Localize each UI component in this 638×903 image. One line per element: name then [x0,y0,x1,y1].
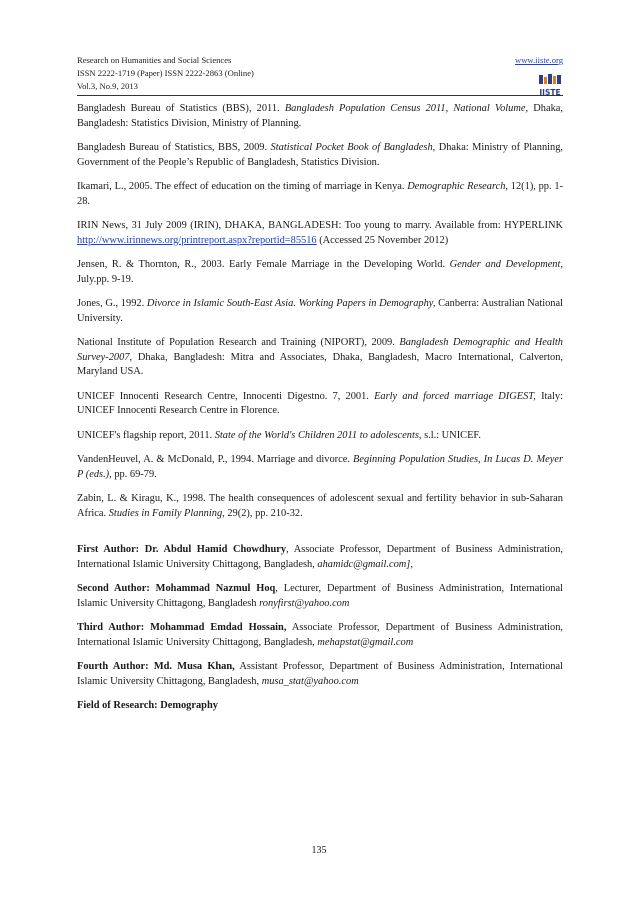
journal-volume: Vol.3, No.9, 2013 [77,81,138,91]
reference-item: UNICEF's flagship report, 2011. State of the World's Children 2011 to adolescents, s.l.: UNICEF. [77,429,481,441]
page-number: 135 [311,845,327,856]
reference-item: National Institute of Population Research and Training (NIPORT), 2009. Bangladesh Demographic and Health Survey-2007, Dhaka, Bangladesh: Mitra and Associates, Dhaka, Bangladesh, Macro International, Calverton, Maryland USA. [77,337,564,377]
author-entry: Second Author: Mohammad Nazmul Hoq, Lecturer, Department of Business Administration, International Islamic University Chittagong, Bangladesh ronyfirst@yahoo.com [77,583,563,609]
author-label: Third Author: Mohammad Emdad Hossain, [77,622,287,633]
reference-item: Ikamari, L., 2005. The effect of education on the timing of marriage in Kenya. Demographic Research, 12(1), pp. 1-28. [77,181,564,207]
reference-item: IRIN News, 31 July 2009 (IRIN), DHAKA, BANGLADESH: Too young to marry. Available from: HYPERLINK http://www.irinnews.org/printreport.aspx?reportid=85516 (Accessed 25 November 2012) [77,220,563,246]
logo-text: IISTE [539,88,561,97]
author-entry: First Author: Dr. Abdul Hamid Chowdhury, Associate Professor, Department of Business Administration, International Islamic University Chittagong, Bangladesh, ahamidc@gmail.com], [77,544,563,570]
header-rule [77,95,563,96]
author-email: mehapstat@gmail.com [317,636,414,648]
author-label: First Author: Dr. Abdul Hamid Chowdhury [77,544,287,555]
author-label: Fourth Author: Md. Musa Khan, [77,661,235,672]
irin-report-link[interactable]: http://www.irinnews.org/printreport.aspx?reportid=85516 [77,234,317,246]
author-email: ahamidc@gmail.com], [317,558,413,570]
reference-item: Zabin, L. & Kiragu, K., 1998. The health consequences of adolescent sexual and fertility behavior in sub-Saharan Africa. Studies in Family Planning, 29(2), pp. 210-32. [77,493,563,519]
journal-website-link[interactable]: www.iiste.org [515,55,563,65]
author-email: ronyfirst@yahoo.com [259,597,350,609]
reference-item: Jones, G., 1992. Divorce in Islamic South-East Asia. Working Papers in Demography, Canberra: Australian National University. [77,298,563,324]
author-label: Second Author: Mohammad Nazmul Hoq [77,583,276,594]
author-entry: Fourth Author: Md. Musa Khan, Assistant Professor, Department of Business Administration, International Islamic University Chittagong, Bangladesh, musa_stat@yahoo.com [77,661,563,687]
field-of-research: Field of Research: Demography [77,700,218,711]
reference-item: Jensen, R. & Thornton, R., 2003. Early Female Marriage in the Developing World. Gender and Development, July.pp. 9-19. [77,259,563,285]
author-email: musa_stat@yahoo.com [261,675,359,687]
reference-list [77,102,563,531]
author-info [77,543,563,724]
journal-name: Research on Humanities and Social Sciences [77,55,232,65]
author-entry: Third Author: Mohammad Emdad Hossain, Associate Professor, Department of Business Administration, International Islamic University Chittagong, Bangladesh, mehapstat@gmail.com [77,622,563,648]
journal-issn: ISSN 2222-1719 (Paper) ISSN 2222-2863 (Online) [77,68,254,78]
reference-item: Bangladesh Bureau of Statistics, BBS, 2009. Statistical Pocket Book of Bangladesh, Dhaka: Ministry of Planning, Government of the People’s Republic of Bangladesh, Statistics Division. [77,142,564,168]
page-header [77,54,563,93]
reference-item: VandenHeuvel, A. & McDonald, P., 1994. Marriage and divorce. Beginning Population Studies, In Lucas D. Meyer P (eds.), pp. 69-79. [77,454,563,480]
reference-item: UNICEF Innocenti Research Centre, Innocenti Digestno. 7, 2001. Early and forced marriage DIGEST, Italy: UNICEF Innocenti Research Centre in Florence. [77,390,563,416]
reference-item: Bangladesh Bureau of Statistics (BBS), 2011. Bangladesh Population Census 2011, National Volume, Dhaka, Bangladesh: Statistics Division, Ministry of Planning. [77,103,563,129]
